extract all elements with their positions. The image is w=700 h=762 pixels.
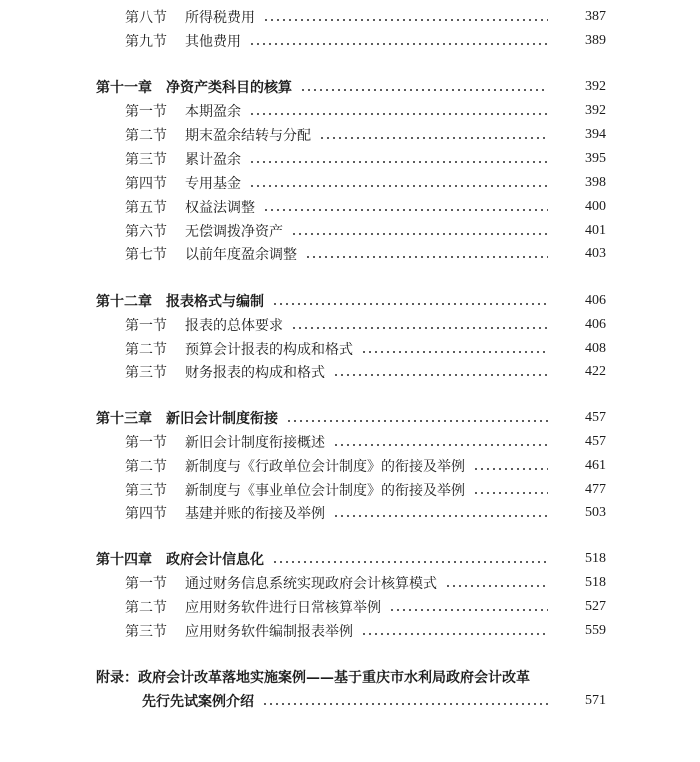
toc-entry[interactable] xyxy=(0,6,700,28)
page-number: 394 xyxy=(585,127,606,142)
section-number: 第六节 xyxy=(125,224,167,240)
section-number: 第二节 xyxy=(125,459,167,475)
toc-chapter[interactable] xyxy=(0,548,700,570)
section-title: 预算会计报表的构成和格式 xyxy=(185,342,353,358)
section-title: 报表的总体要求 xyxy=(185,318,283,334)
leader-dots xyxy=(262,702,548,706)
toc-chapter[interactable] xyxy=(0,407,700,429)
section-number: 第九节 xyxy=(125,34,167,50)
toc-entry[interactable] xyxy=(0,431,700,453)
leader-dots xyxy=(272,560,548,564)
toc-entry[interactable] xyxy=(0,148,700,170)
section-title: 应用财务软件进行日常核算举例 xyxy=(185,600,381,616)
toc-entry[interactable] xyxy=(0,338,700,360)
page-number: 518 xyxy=(585,575,606,590)
section-title: 累计盈余 xyxy=(185,152,241,168)
page-number: 403 xyxy=(585,246,606,261)
page-number: 461 xyxy=(585,458,606,473)
leader-dots xyxy=(272,302,548,306)
page-number: 392 xyxy=(585,103,606,118)
toc-entry[interactable] xyxy=(0,100,700,122)
section-number: 第一节 xyxy=(125,435,167,451)
toc-entry[interactable] xyxy=(0,361,700,383)
section-number: 第七节 xyxy=(125,247,167,263)
section-title: 新制度与《事业单位会计制度》的衔接及举例 xyxy=(185,483,465,499)
leader-dots xyxy=(291,326,548,330)
leader-dots xyxy=(333,373,548,377)
page-number: 406 xyxy=(585,293,606,308)
appendix-title-line2: 先行先试案例介绍 xyxy=(142,694,254,710)
leader-dots xyxy=(291,232,548,236)
page-number: 457 xyxy=(585,410,606,425)
leader-dots xyxy=(249,160,548,164)
section-number: 第三节 xyxy=(125,365,167,381)
leader-dots xyxy=(300,88,548,92)
page-number: 387 xyxy=(585,9,606,24)
chapter-number: 第十一章 xyxy=(96,80,152,96)
leader-dots xyxy=(473,467,548,471)
toc-chapter[interactable] xyxy=(0,76,700,98)
toc-entry[interactable] xyxy=(0,479,700,501)
section-title: 其他费用 xyxy=(185,34,241,50)
section-number: 第四节 xyxy=(125,176,167,192)
chapter-title: 政府会计信息化 xyxy=(166,552,264,568)
page-number: 527 xyxy=(585,599,606,614)
leader-dots xyxy=(305,255,548,259)
leader-dots xyxy=(389,608,548,612)
section-title: 权益法调整 xyxy=(185,200,255,216)
page-number: 401 xyxy=(585,223,606,238)
section-title: 所得税费用 xyxy=(185,10,255,26)
chapter-title: 净资产类科目的核算 xyxy=(166,80,292,96)
toc-chapter[interactable] xyxy=(0,290,700,312)
section-title: 以前年度盈余调整 xyxy=(185,247,297,263)
section-title: 基建并账的衔接及举例 xyxy=(185,506,325,522)
section-number: 第一节 xyxy=(125,104,167,120)
section-number: 第五节 xyxy=(125,200,167,216)
toc-entry[interactable] xyxy=(0,172,700,194)
section-title: 无偿调拨净资产 xyxy=(185,224,283,240)
page-number: 457 xyxy=(585,434,606,449)
section-number: 第三节 xyxy=(125,483,167,499)
page-number: 392 xyxy=(585,79,606,94)
section-title: 新旧会计制度衔接概述 xyxy=(185,435,325,451)
leader-dots xyxy=(361,350,548,354)
leader-dots xyxy=(319,136,548,140)
section-number: 第一节 xyxy=(125,318,167,334)
section-title: 通过财务信息系统实现政府会计核算模式 xyxy=(185,576,437,592)
page-number: 571 xyxy=(585,693,606,708)
section-number: 第一节 xyxy=(125,576,167,592)
page-number: 389 xyxy=(585,33,606,48)
section-title: 财务报表的构成和格式 xyxy=(185,365,325,381)
toc-entry[interactable] xyxy=(0,220,700,242)
section-number: 第三节 xyxy=(125,152,167,168)
toc-entry[interactable] xyxy=(0,572,700,594)
leader-dots xyxy=(286,419,548,423)
leader-dots xyxy=(333,514,548,518)
toc-entry[interactable] xyxy=(0,502,700,524)
toc-entry[interactable] xyxy=(0,124,700,146)
leader-dots xyxy=(445,584,548,588)
chapter-number: 第十三章 xyxy=(96,411,152,427)
leader-dots xyxy=(249,42,548,46)
section-number: 第二节 xyxy=(125,342,167,358)
section-title: 期末盈余结转与分配 xyxy=(185,128,311,144)
section-number: 第二节 xyxy=(125,600,167,616)
section-number: 第二节 xyxy=(125,128,167,144)
toc-entry[interactable] xyxy=(0,30,700,52)
page-number: 406 xyxy=(585,317,606,332)
toc-entry[interactable] xyxy=(0,620,700,642)
toc-appendix[interactable] xyxy=(0,666,700,688)
page-number: 400 xyxy=(585,199,606,214)
page-number: 395 xyxy=(585,151,606,166)
section-number: 第三节 xyxy=(125,624,167,640)
chapter-number: 第十四章 xyxy=(96,552,152,568)
toc-appendix-continued[interactable] xyxy=(0,690,700,712)
leader-dots xyxy=(361,632,548,636)
leader-dots xyxy=(333,443,548,447)
section-title: 本期盈余 xyxy=(185,104,241,120)
page-number: 398 xyxy=(585,175,606,190)
chapter-number: 第十二章 xyxy=(96,294,152,310)
toc-entry[interactable] xyxy=(0,596,700,618)
page-number: 408 xyxy=(585,341,606,356)
toc-entry[interactable] xyxy=(0,243,700,265)
page-number: 422 xyxy=(585,364,606,379)
toc-entry[interactable] xyxy=(0,455,700,477)
toc-entry[interactable] xyxy=(0,196,700,218)
section-title: 新制度与《行政单位会计制度》的衔接及举例 xyxy=(185,459,465,475)
leader-dots xyxy=(263,18,548,22)
toc-entry[interactable] xyxy=(0,314,700,336)
leader-dots xyxy=(249,112,548,116)
section-title: 应用财务软件编制报表举例 xyxy=(185,624,353,640)
leader-dots xyxy=(249,184,548,188)
chapter-title: 新旧会计制度衔接 xyxy=(166,411,278,427)
section-title: 专用基金 xyxy=(185,176,241,192)
leader-dots xyxy=(263,208,548,212)
page-number: 477 xyxy=(585,482,606,497)
page-number: 559 xyxy=(585,623,606,638)
section-number: 第八节 xyxy=(125,10,167,26)
appendix-title-line1: 附录：政府会计改革落地实施案例——基于重庆市水利局政府会计改革 xyxy=(96,670,530,686)
page-number: 518 xyxy=(585,551,606,566)
chapter-title: 报表格式与编制 xyxy=(166,294,264,310)
section-number: 第四节 xyxy=(125,506,167,522)
page-number: 503 xyxy=(585,505,606,520)
leader-dots xyxy=(473,491,548,495)
